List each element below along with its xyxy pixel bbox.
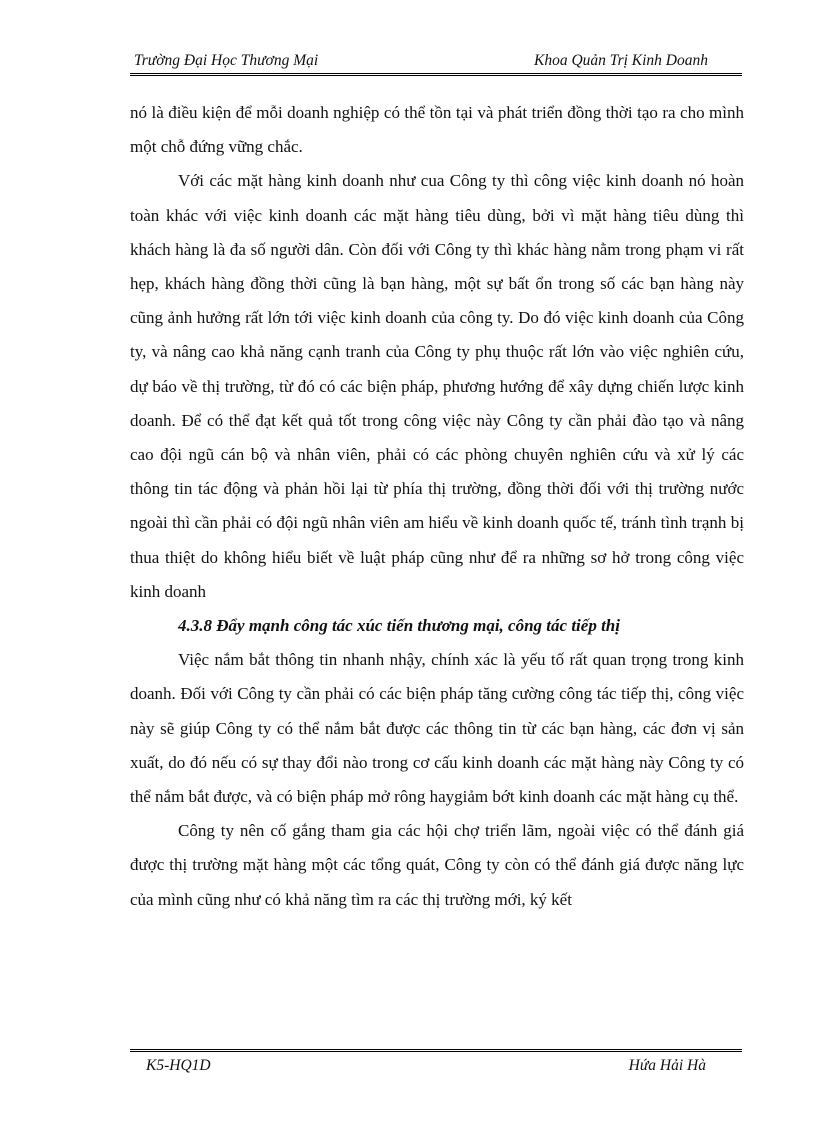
- section-number: 4.3.8: [178, 616, 212, 636]
- document-body: [130, 96, 744, 917]
- header-faculty-name: Khoa Quản Trị Kinh Doanh: [534, 52, 708, 69]
- page-header: [130, 52, 740, 72]
- paragraph-continuation: nó là điều kiện để mỗi doanh nghiệp có thể tồn tại và phát triển đồng thời tạo ra cho mình một chỗ đứng vững chắc.: [130, 103, 744, 157]
- header-school-name: Trường Đại Học Thương Mại: [134, 52, 319, 69]
- section-heading: [130, 609, 744, 643]
- page-footer: [130, 1057, 742, 1077]
- paragraph-trade-fairs: Công ty nên cố gắng tham gia các hội chợ triển lãm, ngoài việc có thể đánh giá được thị trường mặt hàng một các tổng quát, Công ty còn có thể đánh giá được năng lực của mình cũng như có khả năng tìm ra các thị trường mới, ký kết: [130, 821, 744, 909]
- footer-class-code: K5-HQ1D: [146, 1057, 211, 1074]
- header-divider: [130, 73, 742, 76]
- paragraph-marketing: Việc nắm bắt thông tin nhanh nhậy, chính xác là yếu tố rất quan trọng trong kinh doanh. Đối với Công ty cần phải có các biện pháp tăng cường công tác tiếp thị, công việc này sẽ giúp Công ty có thể nắm bắt được các thông tin từ các bạn hàng, các đơn vị sản xuất, do đó nếu có sự thay đổi nào trong cơ cấu kinh doanh các mặt hàng này Công ty có thể nắm bắt được, và có biện pháp mở rông haygiảm bớt kinh doanh các mặt hàng cụ thể.: [130, 650, 744, 807]
- footer-divider: [130, 1049, 742, 1052]
- footer-author-name: Hứa Hải Hà: [628, 1057, 706, 1074]
- paragraph-business-context: Với các mặt hàng kinh doanh như cua Công ty thì công việc kinh doanh nó hoàn toàn khác với việc kinh doanh các mặt hàng tiêu dùng, bởi vì mặt hàng tiêu dùng thì khách hàng là đa số người dân. Còn đối với Công ty thì khác hàng nằm trong phạm vi rất hẹp, khách hàng đồng thời cũng là bạn hàng, một sự bất ổn trong số các bạn hàng này cũng ảnh hưởng rất lớn tới việc kinh doanh của công ty. Do đó việc kinh doanh của Công ty, và nâng cao khả năng cạnh tranh của Công ty phụ thuộc rất lớn vào việc nghiên cứu, dự báo về thị trường, từ đó có các biện pháp, phương hướng để xây dựng chiến lược kinh doanh. Để có thể đạt kết quả tốt trong công việc này Công ty cần phải đào tạo và nâng cao đội ngũ cán bộ và nhân viên, phải có các phòng chuyên nghiên cứu và xử lý các thông tin tác động và phản hồi lại từ phía thị trường, đồng thời đối với thị trường nước ngoài thì cần phải có đội ngũ nhân viên am hiểu về kinh doanh quốc tế, tránh tình trạnh bị thua thiệt do không hiểu biết về luật pháp cũng như để ra những sơ hở trong công việc kinh doanh: [130, 171, 744, 601]
- section-title: Đẩy mạnh công tác xúc tiến thương mại, công tác tiếp thị: [216, 616, 620, 636]
